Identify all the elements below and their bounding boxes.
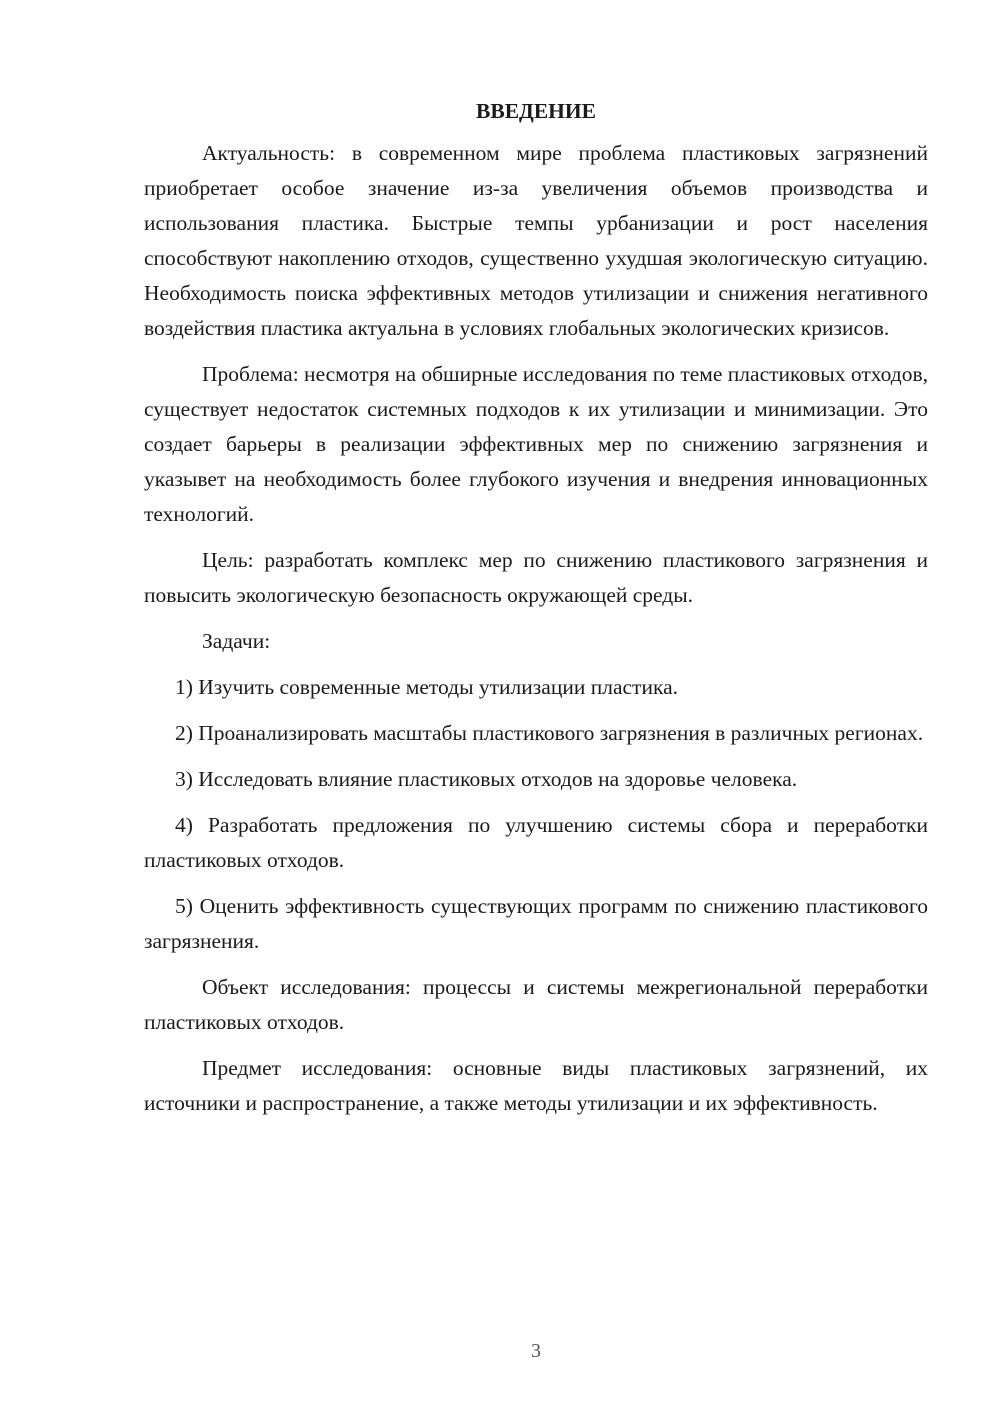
- task-item: 1) Изучить современные методы утилизации пластика.: [175, 675, 678, 699]
- task-item: 4) Разработать предложения по улучшению системы сбора и переработки пластиковых отходов.: [144, 813, 928, 872]
- paragraph-goal: Цель: разработать комплекс мер по снижению пластикового загрязнения и повысить экологическую безопасность окружающей среды.: [144, 548, 928, 607]
- paragraph-object: Объект исследования: процессы и системы межрегиональной переработки пластиковых отходов.: [144, 975, 928, 1034]
- task-item: 3) Исследовать влияние пластиковых отходов на здоровье человека.: [175, 767, 798, 791]
- task-item: 5) Оценить эффективность существующих программ по снижению пластикового загрязнения.: [144, 894, 928, 953]
- section-heading: ВВЕДЕНИЕ: [476, 99, 596, 123]
- page-number: 3: [531, 1340, 541, 1362]
- paragraph-subject: Предмет исследования: основные виды пластиковых загрязнений, их источники и распространение, а также методы утилизации и их эффективность.: [144, 1056, 928, 1115]
- paragraph-relevance: Актуальность: в современном мире проблема пластиковых загрязнений приобретает особое значение из-за увеличения объемов производства и использования пластика. Быстрые темпы урбанизации и рост населения способствуют накоплению отходов, существенно ухудшая экологическую ситуацию. Необходимость поиска эффективных методов утилизации и снижения негативного воздействия пластика актуальна в условиях глобальных экологических кризисов.: [144, 141, 928, 340]
- tasks-label: Задачи:: [202, 629, 271, 653]
- paragraph-problem: Проблема: несмотря на обширные исследования по теме пластиковых отходов, существует недостаток системных подходов к их утилизации и минимизации. Это создает барьеры в реализации эффективных мер по снижению загрязнения и указывет на необходимость более глубокого изучения и внедрения инновационных технологий.: [144, 362, 928, 526]
- task-item: 2) Проанализировать масштабы пластикового загрязнения в различных регионах.: [175, 721, 924, 745]
